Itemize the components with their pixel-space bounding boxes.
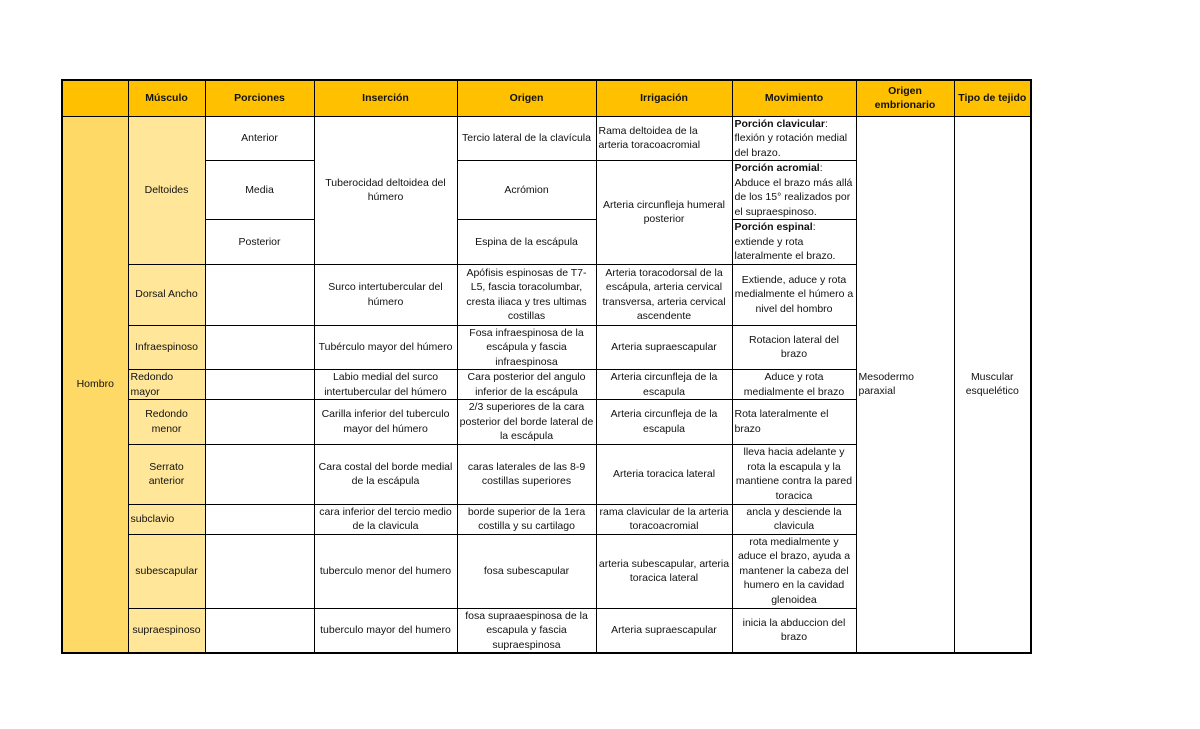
region-cell: Hombro xyxy=(62,116,128,653)
header-cell-tipo-tejido: Tipo de tejido xyxy=(954,80,1031,116)
irrigation-cell: Arteria supraescapular xyxy=(596,608,732,653)
origin-cell: Acrómion xyxy=(457,161,596,220)
origin-cell: fosa subescapular xyxy=(457,534,596,608)
header-cell-irrigacion: Irrigación xyxy=(596,80,732,116)
movement-bold-label: Porción espinal xyxy=(734,221,813,233)
header-cell-movimiento: Movimiento xyxy=(732,80,856,116)
header-cell-corner xyxy=(62,80,128,116)
header-row xyxy=(62,80,1031,116)
origin-cell: Fosa infraespinosa de la escápula y fascia infraespinosa xyxy=(457,325,596,370)
portion-cell: Anterior xyxy=(205,116,314,161)
portion-cell: Media xyxy=(205,161,314,220)
portion-cell xyxy=(205,444,314,504)
origin-cell: Tercio lateral de la clavícula xyxy=(457,116,596,161)
portion-cell xyxy=(205,608,314,653)
insertion-cell: Cara costal del borde medial de la escápula xyxy=(314,444,457,504)
insertion-cell: cara inferior del tercio medio de la clavicula xyxy=(314,504,457,534)
movement-bold-label: Porción clavicular xyxy=(734,117,825,130)
origin-cell: Apófisis espinosas de T7-L5, fascia toracolumbar, cresta iliaca y tres ultimas costillas xyxy=(457,264,596,325)
movement-cell: ancla y desciende la clavicula xyxy=(732,504,856,534)
irrigation-cell: rama clavicular de la arteria toracoacromial xyxy=(596,504,732,534)
irrigation-cell: Arteria toracodorsal de la escápula, arteria cervical transversa, arteria cervical ascendente xyxy=(596,264,732,325)
movement-cell: Rota lateralmente el brazo xyxy=(732,400,856,445)
header-cell-origen: Origen xyxy=(457,80,596,116)
muscle-name-cell: Infraespinoso xyxy=(128,325,205,370)
movement-cell xyxy=(732,116,856,161)
header-cell-origen-embrionario: Origen embrionario xyxy=(856,80,954,116)
header-cell-porciones: Porciones xyxy=(205,80,314,116)
portion-cell: Posterior xyxy=(205,220,314,265)
origin-cell: 2/3 superiores de la cara posterior del borde lateral de la escápula xyxy=(457,400,596,445)
irrigation-cell: Arteria toracica lateral xyxy=(596,444,732,504)
portion-cell xyxy=(205,400,314,445)
irrigation-cell: Arteria circunfleja humeral posterior xyxy=(596,161,732,265)
muscle-name-cell: supraespinoso xyxy=(128,608,205,653)
insertion-cell: Surco intertubercular del húmero xyxy=(314,264,457,325)
movement-cell: lleva hacia adelante y rota la escapula y la mantiene contra la pared toracica xyxy=(732,444,856,504)
insertion-cell: Carilla inferior del tuberculo mayor del húmero xyxy=(314,400,457,445)
muscle-name-cell: subclavio xyxy=(128,504,205,534)
portion-cell xyxy=(205,504,314,534)
insertion-cell: Labio medial del surco intertubercular del húmero xyxy=(314,370,457,400)
portion-cell xyxy=(205,325,314,370)
muscle-name-cell: Redondo menor xyxy=(128,400,205,445)
origin-cell: caras laterales de las 8-9 costillas superiores xyxy=(457,444,596,504)
movement-text: : extiende y rota lateralmente el brazo. xyxy=(734,221,836,262)
irrigation-cell: Arteria supraescapular xyxy=(596,325,732,370)
insertion-cell: tuberculo mayor del humero xyxy=(314,608,457,653)
movement-cell xyxy=(732,220,856,265)
muscle-name-cell: Serrato anterior xyxy=(128,444,205,504)
movement-bold-label: Porción acromial xyxy=(734,162,820,174)
muscle-name-cell: Deltoides xyxy=(128,116,205,264)
portion-cell xyxy=(205,264,314,325)
insertion-cell: Tuberocidad deltoidea del húmero xyxy=(314,116,457,264)
insertion-cell: Tubérculo mayor del húmero xyxy=(314,325,457,370)
origin-cell: Cara posterior del angulo inferior de la escápula xyxy=(457,370,596,400)
movement-cell: inicia la abduccion del brazo xyxy=(732,608,856,653)
table-row xyxy=(62,116,1031,161)
origin-cell: borde superior de la 1era costilla y su cartilago xyxy=(457,504,596,534)
origin-cell: fosa supraaespinosa de la escapula y fascia supraespinosa xyxy=(457,608,596,653)
movement-cell: Extiende, aduce y rota medialmente el húmero a nivel del hombro xyxy=(732,264,856,325)
irrigation-cell: Arteria circunfleja de la escapula xyxy=(596,400,732,445)
movement-cell: Aduce y rota medialmente el brazo xyxy=(732,370,856,400)
movement-cell: Rotacion lateral del brazo xyxy=(732,325,856,370)
portion-cell xyxy=(205,370,314,400)
origin-cell: Espina de la escápula xyxy=(457,220,596,265)
muscle-name-cell: Redondo mayor xyxy=(128,370,205,400)
irrigation-cell: arteria subescapular, arteria toracica lateral xyxy=(596,534,732,608)
muscle-name-cell: subescapular xyxy=(128,534,205,608)
movement-cell xyxy=(732,161,856,220)
portion-cell xyxy=(205,534,314,608)
anatomy-table xyxy=(61,79,1032,654)
muscle-name-cell: Dorsal Ancho xyxy=(128,264,205,325)
movement-text: : flexión y rotación medial del brazo. xyxy=(734,117,848,159)
header-cell-musculo: Músculo xyxy=(128,80,205,116)
movement-text: : Abduce el brazo más allá de los 15° realizados por el supraespinoso. xyxy=(734,162,853,218)
insertion-cell: tuberculo menor del humero xyxy=(314,534,457,608)
irrigation-cell: Rama deltoidea de la arteria toracoacromial xyxy=(596,116,732,161)
header-cell-insercion: Inserción xyxy=(314,80,457,116)
embryonic-origin-cell: Mesodermo paraxial xyxy=(856,116,954,653)
movement-cell: rota medialmente y aduce el brazo, ayuda a mantener la cabeza del humero en la cavidad glenoidea xyxy=(732,534,856,608)
irrigation-cell: Arteria circunfleja de la escapula xyxy=(596,370,732,400)
tissue-type-cell: Muscular esquelético xyxy=(954,116,1031,653)
